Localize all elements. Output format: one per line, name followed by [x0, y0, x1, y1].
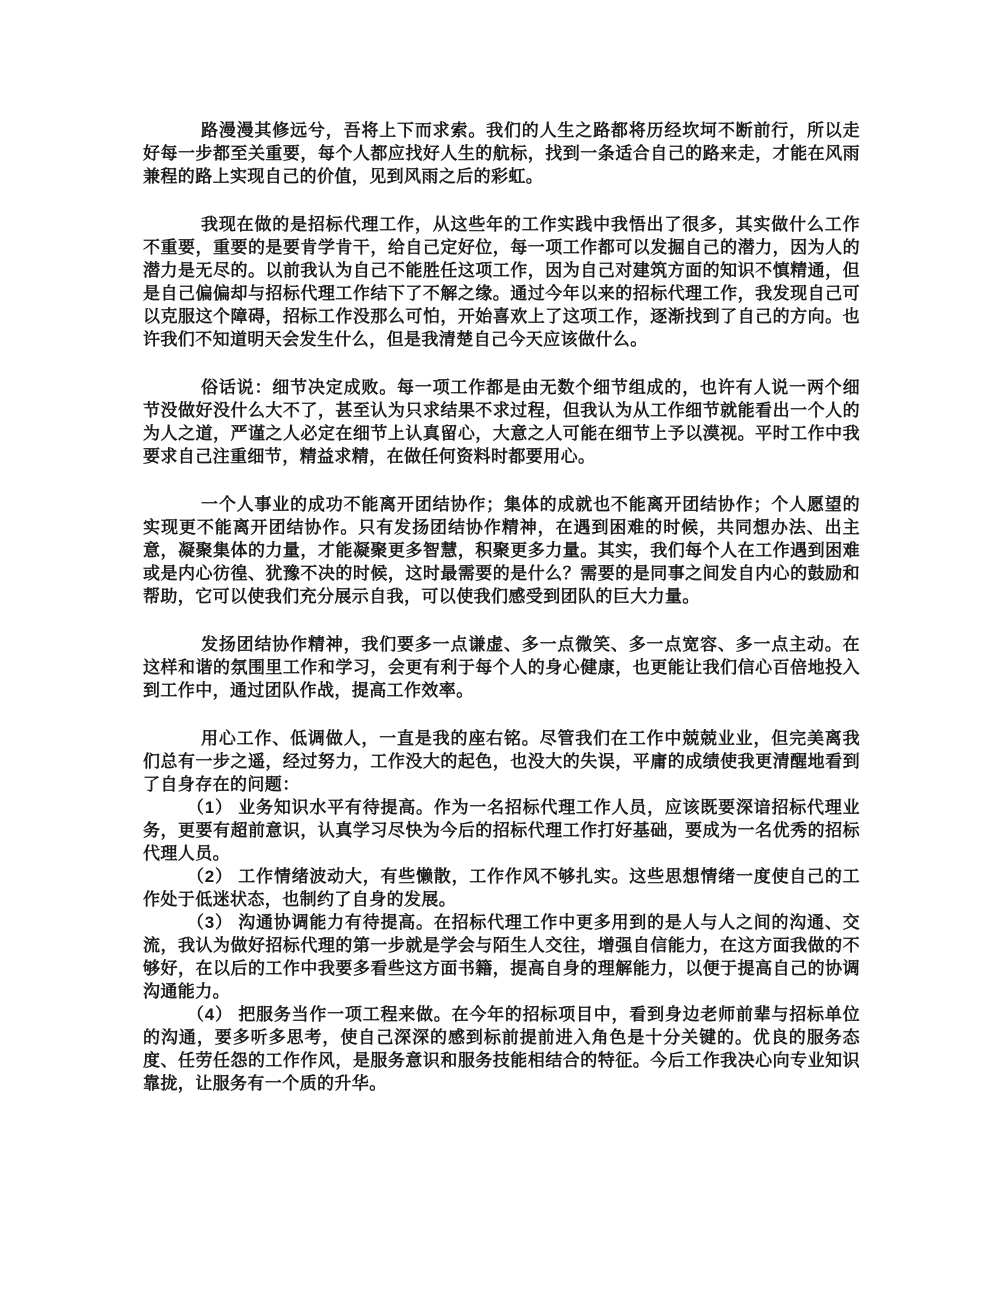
- body-paragraph-2: 我现在做的是招标代理工作，从这些年的工作实践中我悟出了很多，其实做什么工作不重要，重要的是要肯学肯干，给自己定好位，每一项工作都可以发掘自己的潜力，因为人的潜力是无尽的。以前我认为自己不能胜任这项工作，因为自己对建筑方面的知识不慎精通，但是自己偏偏却与招标代理工作结下了不解之缘。通过今年以来的招标代理工作，我发现自己可以克服这个障碍，招标工作没那么可怕，开始喜欢上了这项工作，逐渐找到了自己的方向。也许我们不知道明天会发生什么，但是我清楚自己今天应该做什么。: [143, 215, 860, 349]
- body-paragraph-5: 发扬团结协作精神，我们要多一点谦虚、多一点微笑、多一点宽容、多一点主动。在这样和谐的氛围里工作和学习，会更有利于每个人的身心健康，也更能让我们信心百倍地投入到工作中，通过团队作战，提高工作效率。: [143, 635, 860, 700]
- body-paragraph-3: 俗话说：细节决定成败。每一项工作都是由无数个细节组成的，也许有人说一两个细节没做好没什么大不了，甚至认为只求结果不求过程，但我认为从工作细节就能看出一个人的为人之道，严谨之人必定在细节上认真留心，大意之人可能在细节上予以漠视。平时工作中我要求自己注重细节，精益求精，在做任何资料时都要用心。: [143, 378, 860, 466]
- issue-item-4: （4） 把服务当作一项工程来做。在今年的招标项目中，看到身边老师前辈与招标单位的沟通，要多听多思考，使自己深深的感到标前提前进入角色是十分关键的。优良的服务态度、任劳任怨的工作作风，是服务意识和服务技能相结合的特征。今后工作我决心向专业知识靠拢，让服务有一个质的升华。: [143, 1005, 860, 1093]
- body-paragraph-4: 一个人事业的成功不能离开团结协作；集体的成就也不能离开团结协作；个人愿望的实现更不能离开团结协作。只有发扬团结协作精神，在遇到困难的时候，共同想办法、出主意，凝聚集体的力量，才能凝聚更多智慧，积聚更多力量。其实，我们每个人在工作遇到困难或是内心彷徨、犹豫不决的时候，这时最需要的是什么？需要的是同事之间发自内心的鼓励和帮助，它可以使我们充分展示自我，可以使我们感受到团队的巨大力量。: [143, 495, 860, 606]
- issue-item-3: （3） 沟通协调能力有待提高。在招标代理工作中更多用到的是人与人之间的沟通、交流，我认为做好招标代理的第一步就是学会与陌生人交往，增强自信能力，在这方面我做的不够好，在以后的工作中我要多看些这方面书籍，提高自身的理解能力，以便于提高自己的协调沟通能力。: [143, 913, 860, 1001]
- body-paragraph-6: 用心工作、低调做人，一直是我的座右铭。尽管我们在工作中兢兢业业，但完美离我们总有一步之遥，经过努力，工作没大的起色，也没大的失误，平庸的成绩使我更清醒地看到了自身存在的问题：: [143, 729, 860, 794]
- issue-item-1: （1） 业务知识水平有待提高。作为一名招标代理工作人员，应该既要深谙招标代理业务，更要有超前意识，认真学习尽快为今后的招标代理工作打好基础，要成为一名优秀的招标代理人员。: [143, 798, 860, 863]
- issue-item-2: （2） 工作情绪波动大，有些懒散，工作作风不够扎实。这些思想情绪一度使自己的工作处于低迷状态，也制约了自身的发展。: [143, 867, 860, 909]
- body-paragraph-1: 路漫漫其修远兮，吾将上下而求索。我们的人生之路都将历经坎坷不断前行，所以走好每一步都至关重要，每个人都应找好人生的航标，找到一条适合自己的路来走，才能在风雨兼程的路上实现自己的价值，见到风雨之后的彩虹。: [143, 121, 860, 186]
